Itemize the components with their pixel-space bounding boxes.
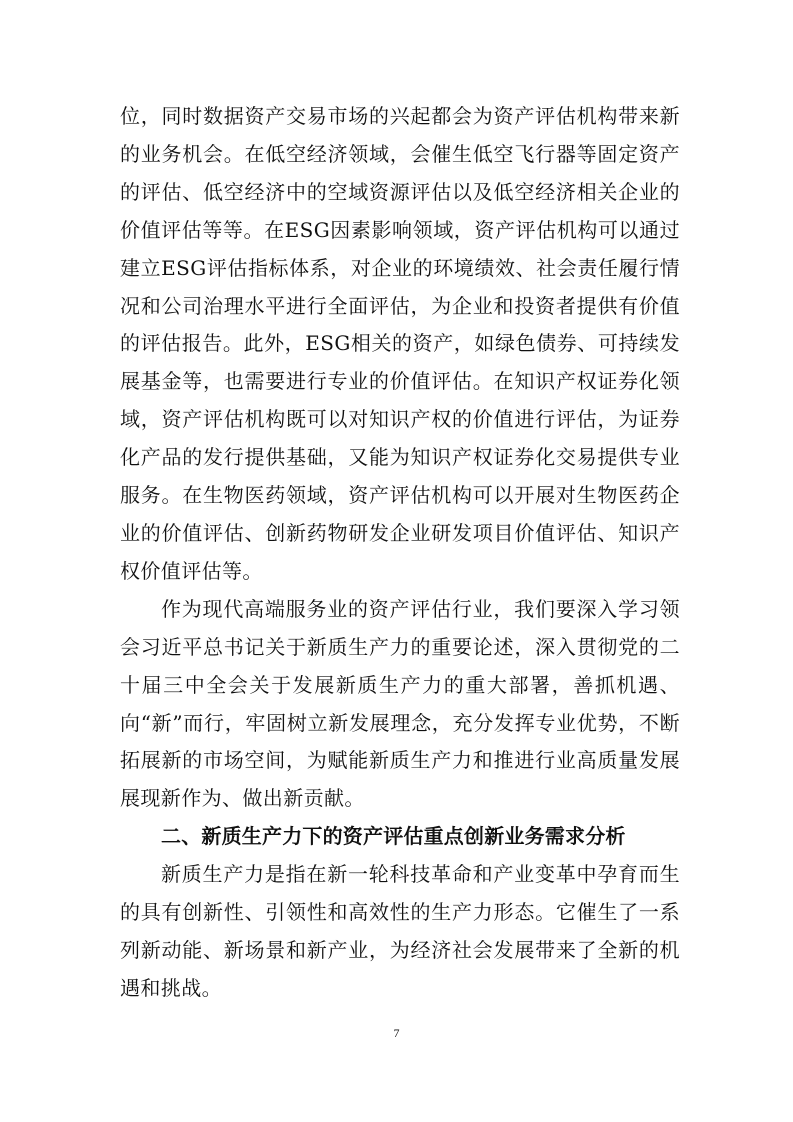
body-paragraph: 新质生产力是指在新一轮科技革命和产业变革中孕育而生的具有创新性、引领性和高效性的生产力形态。它催生了一系列新动能、新场景和新产业，为经济社会发展带来了全新的机遇和挑战。 (120, 862, 680, 1000)
section-heading: 二、新质生产力下的资产评估重点创新业务需求分析 (161, 824, 626, 849)
page-number: 7 (393, 1026, 400, 1040)
body-paragraph: 作为现代高端服务业的资产评估行业，我们要深入学习领会习近平总书记关于新质生产力的重要论述，深入贯彻党的二十届三中全会关于发展新质生产力的重大部署，善抓机遇、向“新”而行，牢固树立新发展理念，充分发挥专业优势，不断拓展新的市场空间，为赋能新质生产力和推进行业高质量发展展现新作为、做出新贡献。 (120, 596, 680, 811)
body-paragraph-continued: 位，同时数据资产交易市场的兴起都会为资产评估机构带来新的业务机会。在低空经济领域，会催生低空飞行器等固定资产的评估、低空经济中的空域资源评估以及低空经济相关企业的价值评估等等。在ESG因素影响领域，资产评估机构可以通过建立ESG评估指标体系，对企业的环境绩效、社会责任履行情况和公司治理水平进行全面评估，为企业和投资者提供有价值的评估报告。此外，ESG相关的资产，如绿色债券、可持续发展基金等，也需要进行专业的价值评估。在知识产权证券化领域，资产评估机构既可以对知识产权的价值进行评估，为证券化产品的发行提供基础，又能为知识产权证券化交易提供专业服务。在生物医药领域，资产评估机构可以开展对生物医药企业的价值评估、创新药物研发企业研发项目价值评估、知识产权价值评估等。 (120, 104, 680, 583)
document-body (120, 98, 680, 1008)
